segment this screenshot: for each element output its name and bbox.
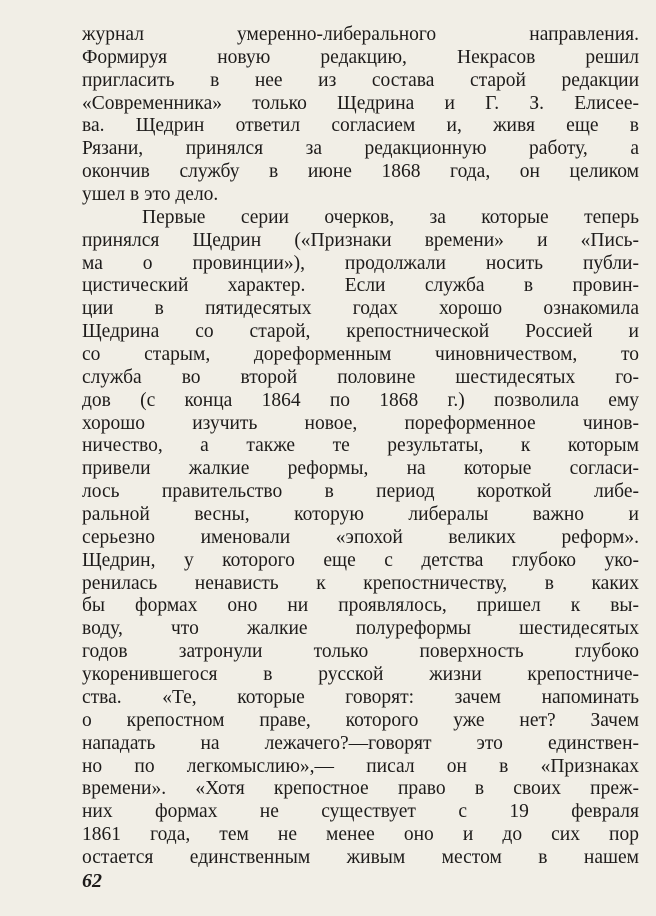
text-line: о крепостном праве, которого уже нет? Зачем — [82, 709, 639, 731]
text-line: ральной весны, которую либералы важно и — [82, 504, 639, 526]
text-line: «Современника» только Щедрина и Г. З. Елисее- — [82, 92, 639, 114]
text-line: ства. «Те, которые говорят: зачем напоминать — [82, 686, 639, 708]
text-line: служба во второй половине шестидесятых го- — [82, 366, 639, 388]
text-line: годов затронули только поверхность глубоко — [82, 641, 639, 663]
text-line: ушел в это дело. — [82, 184, 219, 206]
text-line: 1861 года, тем не менее оно и до сих пор — [82, 824, 639, 846]
text-line: окончив службу в июне 1868 года, он целиком — [82, 161, 639, 183]
text-line: Первые серии очерков, за которые теперь — [142, 206, 639, 228]
text-line: ничество, а также те результаты, к которым — [82, 435, 639, 457]
text-line: привели жалкие реформы, на которые согласи- — [82, 458, 639, 480]
page-number: 62 — [82, 870, 102, 892]
text-line: укоренившегося в русской жизни крепостниче- — [82, 664, 639, 686]
text-line: Рязани, принялся за редакционную работу, а — [82, 138, 639, 160]
text-line: Формируя новую редакцию, Некрасов решил — [82, 46, 639, 68]
text-line: бы формах оно ни проявлялось, пришел к вы- — [82, 595, 639, 617]
text-line: ции в пятидесятых годах хорошо ознакомила — [82, 298, 639, 320]
text-line: воду, что жалкие полуреформы шестидесятых — [82, 618, 639, 640]
text-line: ва. Щедрин ответил согласием и, живя еще в — [82, 115, 639, 137]
text-line: серьезно именовали «эпохой великих реформ». — [82, 526, 639, 548]
text-line: ма о провинции»), продолжали носить публи- — [82, 252, 639, 274]
text-line: Щедрин, у которого еще с детства глубоко уко- — [82, 549, 639, 571]
text-line: остается единственным живым местом в нашем — [82, 846, 639, 868]
text-line: цистический характер. Если служба в провин- — [82, 275, 639, 297]
text-line: но по легкомыслию»,— писал он в «Признаках — [82, 755, 639, 777]
text-line: времени». «Хотя крепостное право в своих преж- — [82, 778, 639, 800]
text-line: со старым, дореформенным чиновничеством, то — [82, 344, 639, 366]
text-line: принялся Щедрин («Признаки времени» и «Пись- — [82, 229, 639, 251]
text-line: нападать на лежачего?—говорят это единствен- — [82, 732, 639, 754]
text-line: ренилась ненависть к крепостничеству, в каких — [82, 572, 639, 594]
text-line: журнал умеренно-либерального направления. — [82, 24, 639, 45]
text-line: Щедрина со старой, крепостнической Россией и — [82, 321, 639, 343]
text-line: хорошо изучить новое, пореформенное чинов- — [82, 412, 639, 434]
text-line: пригласить в нее из состава старой редакции — [82, 69, 639, 91]
text-line: лось правительство в период короткой либе- — [82, 481, 639, 503]
text-line: них формах не существует с 19 февраля — [82, 801, 639, 823]
text-line: дов (с конца 1864 по 1868 г.) позволила ему — [82, 389, 639, 411]
page-body-text — [82, 24, 639, 870]
